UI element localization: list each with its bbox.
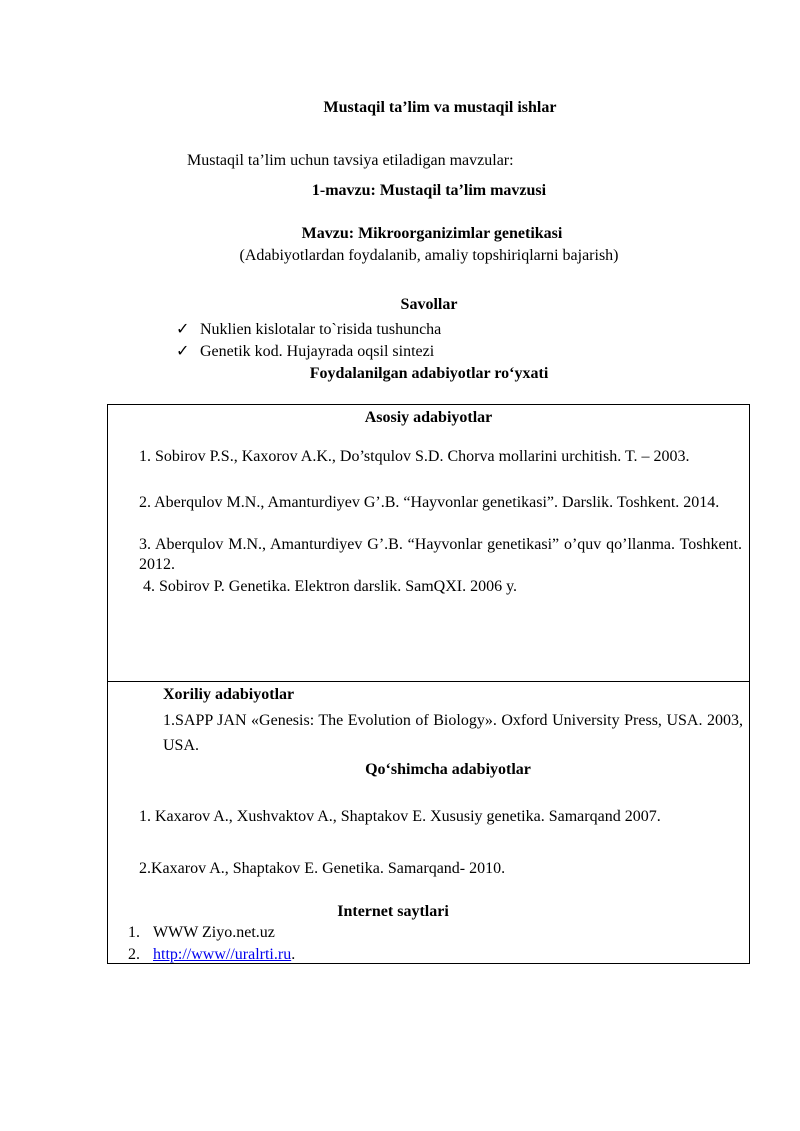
list-number: 1. bbox=[128, 924, 140, 941]
site-text: WWW Ziyo.net.uz bbox=[153, 924, 275, 941]
question-item bbox=[176, 320, 441, 340]
literature-item: 2.Kaxarov A., Shaptakov E. Genetika. Samarqand- 2010. bbox=[139, 860, 506, 877]
internet-sites-heading: Internet saytlari bbox=[337, 903, 449, 920]
literature-item: 3. Aberqulov M.N., Amanturdiyev G’.B. “Hayvonlar genetikasi” o’quv qo’llanma. Toshkent. 2012. bbox=[139, 536, 742, 573]
topic-heading: 1-mavzu: Mustaqil ta’lim mavzusi bbox=[311, 182, 547, 199]
checkmark-icon: ✓ bbox=[176, 321, 190, 338]
main-literature-heading: Asosiy adabiyotlar bbox=[364, 409, 493, 426]
internet-site-item bbox=[128, 923, 275, 943]
question-text: Nuklien kislotalar to`risida tushuncha bbox=[200, 321, 442, 338]
page-title: Mustaqil ta’lim va mustaqil ishlar bbox=[323, 99, 557, 116]
link-suffix: . bbox=[291, 946, 296, 963]
question-text: Genetik kod. Hujayrada oqsil sintezi bbox=[200, 343, 435, 360]
question-item bbox=[176, 342, 434, 362]
site-link[interactable]: http://www//uralrti.ru bbox=[153, 946, 292, 963]
additional-literature-heading: Qo‘shimcha adabiyotlar bbox=[365, 761, 531, 778]
references-heading: Foydalanilgan adabiyotlar ro‘yxati bbox=[309, 365, 549, 382]
checkmark-icon: ✓ bbox=[176, 343, 190, 360]
intro-text: Mustaqil ta’lim uchun tavsiya etiladigan mavzular: bbox=[187, 152, 514, 169]
subject-heading: Mavzu: Mikroorganizimlar genetikasi bbox=[301, 225, 563, 242]
literature-item: 1. Sobirov P.S., Kaxorov A.K., Do’stqulov S.D. Chorva mollarini urchitish. T. – 2003. bbox=[139, 448, 690, 465]
table-row-divider bbox=[108, 681, 749, 682]
foreign-literature-heading: Xoriliy adabiyotlar bbox=[163, 686, 295, 703]
internet-site-item bbox=[128, 945, 295, 965]
questions-heading: Savollar bbox=[400, 296, 458, 313]
literature-item: 1.SAPP JAN «Genesis: The Evolution of Biology». Oxford University Press, USA. 2003, USA. bbox=[163, 712, 743, 754]
literature-item: 4. Sobirov P. Genetika. Elektron darslik. SamQXI. 2006 y. bbox=[143, 578, 518, 595]
subject-subtitle: (Adabiyotlardan foydalanib, amaliy topshiriqlarni bajarish) bbox=[239, 247, 619, 264]
references-table bbox=[107, 404, 750, 964]
literature-item: 1. Kaxarov A., Xushvaktov A., Shaptakov E. Xususiy genetika. Samarqand 2007. bbox=[139, 808, 661, 825]
list-number: 2. bbox=[128, 946, 140, 963]
literature-item: 2. Aberqulov M.N., Amanturdiyev G’.B. “Hayvonlar genetikasi”. Darslik. Toshkent. 2014. bbox=[139, 494, 720, 511]
